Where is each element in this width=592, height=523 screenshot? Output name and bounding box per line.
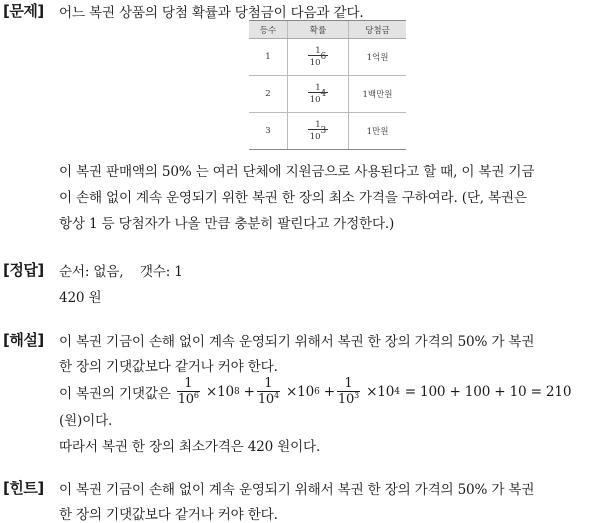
prize-cell: 1백만원	[349, 76, 407, 113]
odds-table	[249, 20, 406, 150]
problem-line: 이 손해 없이 계속 운영되기 위한 복권 한 장의 최소 가격을 구하여라. (단, 복권은	[59, 190, 527, 206]
rank-cell: 1	[249, 39, 288, 76]
probability-cell: $\frac{1}{10^3}$	[288, 113, 349, 150]
table-row	[249, 39, 406, 76]
fraction-term: $\frac{1}{10^6}$	[177, 376, 199, 407]
solution-conclusion: 따라서 복권 한 장의 최소가격은 420 원이다.	[59, 439, 321, 455]
hint-tag: [힌트]	[3, 479, 44, 497]
header-prize: 당첨금	[349, 21, 407, 39]
fraction-term: $\frac{1}{10^3}$	[337, 376, 359, 407]
problem-line: 항상 1 등 당첨자가 나올 만큼 충분히 팔린다고 가정한다.)	[59, 216, 395, 232]
problem-tag: [문제]	[3, 2, 44, 20]
odds-table-header	[249, 21, 406, 39]
rank-cell: 3	[249, 113, 288, 150]
solution-tag: [해설]	[3, 331, 44, 349]
probability-cell: $\frac{1}{10^6}$	[288, 39, 349, 76]
table-row	[249, 113, 406, 150]
prize-cell: 1만원	[349, 113, 407, 150]
rank-cell: 2	[249, 76, 288, 113]
formula-prefix: 이 복권의 기댓값은	[59, 386, 171, 402]
table-row	[249, 76, 406, 113]
fraction-term: $\frac{1}{10^4}$	[257, 376, 279, 407]
solution-line: 한 장의 기댓값보다 같거나 커야 한다.	[59, 359, 278, 375]
expected-value-formula: 이 복권의 기댓값은 $\frac{1}{10^6}$ × 10 8 + $\frac{1}{10^4}$ × 10 6 + $\frac{1}{10^3}$ × 10 4 = 100 + 100 + 10 = 210	[59, 376, 572, 407]
header-probability: 확률	[288, 21, 349, 39]
hint-line: 한 장의 기댓값보다 같거나 커야 한다.	[59, 507, 278, 523]
prize-cell: 1억원	[349, 39, 407, 76]
problem-intro: 어느 복권 상품의 당첨 확률과 당첨금이 다음과 같다.	[59, 5, 364, 21]
formula-result: = 100 + 100 + 10 = 210	[404, 384, 572, 400]
problem-line: 이 복권 판매액의 50% 는 여러 단체에 지원금으로 사용된다고 할 때, 이 복권 기금	[59, 164, 535, 180]
hint-line: 이 복권 기금이 손해 없이 계속 운영되기 위해서 복권 한 장의 가격의 50% 가 복권	[59, 482, 535, 498]
answer-value: 420 원	[59, 290, 102, 306]
answer-line: 순서: 없음, 갯수: 1	[59, 264, 183, 280]
probability-cell: $\frac{1}{10^4}$	[288, 76, 349, 113]
solution-line: 이 복권 기금이 손해 없이 계속 운영되기 위해서 복권 한 장의 가격의 50% 가 복권	[59, 334, 535, 350]
answer-tag: [정답]	[3, 261, 44, 279]
header-rank: 등수	[249, 21, 288, 39]
solution-line: (원)이다.	[59, 413, 113, 429]
